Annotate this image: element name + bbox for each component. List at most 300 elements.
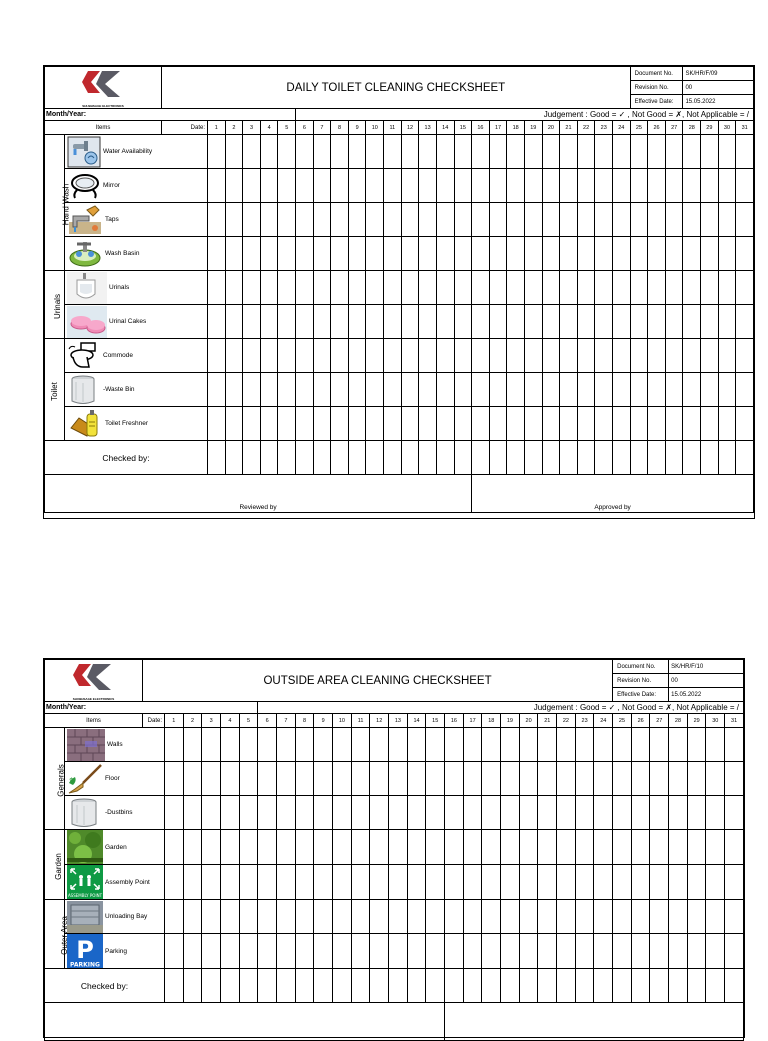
check-cell[interactable]: [351, 865, 370, 900]
check-cell[interactable]: [445, 830, 464, 865]
check-cell[interactable]: [202, 969, 221, 1003]
check-cell[interactable]: [183, 830, 202, 865]
check-cell[interactable]: [630, 271, 648, 305]
check-cell[interactable]: [331, 339, 349, 373]
check-cell[interactable]: [436, 373, 454, 407]
check-cell[interactable]: [507, 407, 525, 441]
check-cell[interactable]: [631, 796, 650, 830]
check-cell[interactable]: [683, 441, 701, 475]
check-cell[interactable]: [183, 969, 202, 1003]
check-cell[interactable]: [472, 237, 490, 271]
check-cell[interactable]: [239, 900, 258, 934]
check-cell[interactable]: [595, 407, 613, 441]
check-cell[interactable]: [260, 407, 278, 441]
check-cell[interactable]: [407, 728, 426, 762]
check-cell[interactable]: [736, 271, 754, 305]
check-cell[interactable]: [701, 169, 719, 203]
check-cell[interactable]: [366, 169, 384, 203]
check-cell[interactable]: [489, 305, 507, 339]
check-cell[interactable]: [370, 796, 389, 830]
check-cell[interactable]: [648, 407, 666, 441]
check-cell[interactable]: [472, 203, 490, 237]
check-cell[interactable]: [243, 135, 261, 169]
check-cell[interactable]: [426, 865, 445, 900]
check-cell[interactable]: [669, 728, 688, 762]
check-cell[interactable]: [575, 865, 594, 900]
check-cell[interactable]: [296, 169, 314, 203]
check-cell[interactable]: [575, 728, 594, 762]
check-cell[interactable]: [489, 441, 507, 475]
check-cell[interactable]: [419, 169, 437, 203]
check-cell[interactable]: [507, 339, 525, 373]
check-cell[interactable]: [613, 441, 631, 475]
check-cell[interactable]: [436, 271, 454, 305]
check-cell[interactable]: [225, 203, 243, 237]
check-cell[interactable]: [519, 762, 538, 796]
check-cell[interactable]: [594, 762, 613, 796]
check-cell[interactable]: [314, 900, 333, 934]
check-cell[interactable]: [482, 762, 501, 796]
check-cell[interactable]: [718, 339, 736, 373]
check-cell[interactable]: [706, 728, 725, 762]
check-cell[interactable]: [260, 203, 278, 237]
check-cell[interactable]: [669, 796, 688, 830]
check-cell[interactable]: [501, 969, 520, 1003]
check-cell[interactable]: [725, 865, 744, 900]
check-cell[interactable]: [489, 237, 507, 271]
check-cell[interactable]: [314, 934, 333, 969]
check-cell[interactable]: [631, 865, 650, 900]
check-cell[interactable]: [631, 934, 650, 969]
check-cell[interactable]: [208, 135, 226, 169]
check-cell[interactable]: [542, 441, 560, 475]
check-cell[interactable]: [258, 830, 277, 865]
check-cell[interactable]: [454, 237, 472, 271]
check-cell[interactable]: [202, 934, 221, 969]
check-cell[interactable]: [419, 271, 437, 305]
check-cell[interactable]: [687, 934, 706, 969]
check-cell[interactable]: [501, 762, 520, 796]
check-cell[interactable]: [419, 407, 437, 441]
check-cell[interactable]: [208, 169, 226, 203]
check-cell[interactable]: [630, 339, 648, 373]
check-cell[interactable]: [366, 237, 384, 271]
check-cell[interactable]: [665, 441, 683, 475]
check-cell[interactable]: [225, 271, 243, 305]
check-cell[interactable]: [333, 969, 352, 1003]
check-cell[interactable]: [165, 934, 184, 969]
check-cell[interactable]: [519, 796, 538, 830]
check-cell[interactable]: [542, 339, 560, 373]
check-cell[interactable]: [665, 169, 683, 203]
check-cell[interactable]: [507, 169, 525, 203]
check-cell[interactable]: [519, 900, 538, 934]
check-cell[interactable]: [650, 865, 669, 900]
check-cell[interactable]: [665, 339, 683, 373]
check-cell[interactable]: [557, 728, 576, 762]
check-cell[interactable]: [426, 969, 445, 1003]
check-cell[interactable]: [706, 934, 725, 969]
check-cell[interactable]: [613, 271, 631, 305]
check-cell[interactable]: [221, 728, 240, 762]
check-cell[interactable]: [538, 796, 557, 830]
check-cell[interactable]: [401, 339, 419, 373]
check-cell[interactable]: [648, 305, 666, 339]
reviewed-by-field[interactable]: [45, 1003, 445, 1041]
check-cell[interactable]: [489, 339, 507, 373]
check-cell[interactable]: [613, 865, 632, 900]
check-cell[interactable]: [542, 203, 560, 237]
check-cell[interactable]: [277, 900, 296, 934]
check-cell[interactable]: [725, 900, 744, 934]
check-cell[interactable]: [560, 407, 578, 441]
check-cell[interactable]: [519, 934, 538, 969]
check-cell[interactable]: [258, 865, 277, 900]
check-cell[interactable]: [277, 796, 296, 830]
check-cell[interactable]: [225, 169, 243, 203]
check-cell[interactable]: [436, 135, 454, 169]
check-cell[interactable]: [313, 169, 331, 203]
check-cell[interactable]: [333, 728, 352, 762]
check-cell[interactable]: [669, 762, 688, 796]
check-cell[interactable]: [407, 865, 426, 900]
check-cell[interactable]: [165, 900, 184, 934]
check-cell[interactable]: [366, 339, 384, 373]
check-cell[interactable]: [296, 237, 314, 271]
check-cell[interactable]: [595, 271, 613, 305]
check-cell[interactable]: [277, 728, 296, 762]
check-cell[interactable]: [542, 407, 560, 441]
check-cell[interactable]: [295, 969, 314, 1003]
check-cell[interactable]: [542, 169, 560, 203]
check-cell[interactable]: [348, 169, 366, 203]
check-cell[interactable]: [701, 441, 719, 475]
check-cell[interactable]: [648, 135, 666, 169]
check-cell[interactable]: [560, 373, 578, 407]
check-cell[interactable]: [594, 969, 613, 1003]
approved-by-field[interactable]: Approved by: [472, 475, 754, 513]
check-cell[interactable]: [538, 934, 557, 969]
check-cell[interactable]: [277, 762, 296, 796]
check-cell[interactable]: [348, 373, 366, 407]
check-cell[interactable]: [665, 203, 683, 237]
check-cell[interactable]: [370, 762, 389, 796]
check-cell[interactable]: [489, 373, 507, 407]
check-cell[interactable]: [348, 407, 366, 441]
check-cell[interactable]: [243, 441, 261, 475]
check-cell[interactable]: [208, 237, 226, 271]
check-cell[interactable]: [706, 762, 725, 796]
check-cell[interactable]: [524, 169, 542, 203]
check-cell[interactable]: [454, 407, 472, 441]
check-cell[interactable]: [370, 900, 389, 934]
check-cell[interactable]: [489, 407, 507, 441]
check-cell[interactable]: [331, 373, 349, 407]
check-cell[interactable]: [454, 169, 472, 203]
check-cell[interactable]: [331, 237, 349, 271]
check-cell[interactable]: [389, 728, 408, 762]
check-cell[interactable]: [348, 271, 366, 305]
check-cell[interactable]: [389, 865, 408, 900]
check-cell[interactable]: [463, 934, 482, 969]
check-cell[interactable]: [225, 339, 243, 373]
check-cell[interactable]: [389, 900, 408, 934]
check-cell[interactable]: [736, 373, 754, 407]
check-cell[interactable]: [524, 373, 542, 407]
check-cell[interactable]: [648, 203, 666, 237]
check-cell[interactable]: [183, 796, 202, 830]
check-cell[interactable]: [384, 169, 402, 203]
check-cell[interactable]: [278, 169, 296, 203]
check-cell[interactable]: [560, 169, 578, 203]
check-cell[interactable]: [630, 237, 648, 271]
check-cell[interactable]: [538, 830, 557, 865]
check-cell[interactable]: [560, 135, 578, 169]
check-cell[interactable]: [333, 900, 352, 934]
check-cell[interactable]: [260, 169, 278, 203]
check-cell[interactable]: [524, 203, 542, 237]
check-cell[interactable]: [560, 339, 578, 373]
check-cell[interactable]: [407, 762, 426, 796]
check-cell[interactable]: [718, 373, 736, 407]
check-cell[interactable]: [208, 441, 226, 475]
check-cell[interactable]: [631, 762, 650, 796]
check-cell[interactable]: [436, 339, 454, 373]
check-cell[interactable]: [650, 900, 669, 934]
check-cell[interactable]: [538, 900, 557, 934]
check-cell[interactable]: [669, 830, 688, 865]
check-cell[interactable]: [507, 373, 525, 407]
check-cell[interactable]: [701, 305, 719, 339]
check-cell[interactable]: [370, 865, 389, 900]
check-cell[interactable]: [701, 203, 719, 237]
check-cell[interactable]: [631, 900, 650, 934]
check-cell[interactable]: [560, 203, 578, 237]
check-cell[interactable]: [295, 762, 314, 796]
check-cell[interactable]: [384, 305, 402, 339]
check-cell[interactable]: [557, 796, 576, 830]
check-cell[interactable]: [202, 762, 221, 796]
check-cell[interactable]: [595, 135, 613, 169]
check-cell[interactable]: [243, 169, 261, 203]
check-cell[interactable]: [613, 373, 631, 407]
check-cell[interactable]: [436, 237, 454, 271]
check-cell[interactable]: [613, 169, 631, 203]
check-cell[interactable]: [560, 441, 578, 475]
check-cell[interactable]: [351, 969, 370, 1003]
check-cell[interactable]: [426, 762, 445, 796]
check-cell[interactable]: [736, 169, 754, 203]
check-cell[interactable]: [557, 762, 576, 796]
check-cell[interactable]: [507, 135, 525, 169]
check-cell[interactable]: [202, 728, 221, 762]
check-cell[interactable]: [445, 865, 464, 900]
check-cell[interactable]: [718, 169, 736, 203]
check-cell[interactable]: [524, 441, 542, 475]
check-cell[interactable]: [221, 830, 240, 865]
check-cell[interactable]: [436, 441, 454, 475]
check-cell[interactable]: [260, 441, 278, 475]
check-cell[interactable]: [519, 969, 538, 1003]
check-cell[interactable]: [725, 796, 744, 830]
check-cell[interactable]: [577, 407, 595, 441]
check-cell[interactable]: [630, 135, 648, 169]
check-cell[interactable]: [436, 203, 454, 237]
check-cell[interactable]: [296, 373, 314, 407]
check-cell[interactable]: [538, 762, 557, 796]
check-cell[interactable]: [648, 169, 666, 203]
check-cell[interactable]: [239, 830, 258, 865]
check-cell[interactable]: [389, 969, 408, 1003]
check-cell[interactable]: [313, 407, 331, 441]
check-cell[interactable]: [225, 373, 243, 407]
check-cell[interactable]: [560, 271, 578, 305]
check-cell[interactable]: [401, 373, 419, 407]
check-cell[interactable]: [736, 203, 754, 237]
check-cell[interactable]: [366, 305, 384, 339]
check-cell[interactable]: [718, 203, 736, 237]
check-cell[interactable]: [454, 203, 472, 237]
check-cell[interactable]: [507, 271, 525, 305]
check-cell[interactable]: [687, 900, 706, 934]
check-cell[interactable]: [542, 237, 560, 271]
check-cell[interactable]: [631, 969, 650, 1003]
check-cell[interactable]: [650, 969, 669, 1003]
check-cell[interactable]: [454, 305, 472, 339]
check-cell[interactable]: [648, 339, 666, 373]
check-cell[interactable]: [650, 830, 669, 865]
check-cell[interactable]: [165, 969, 184, 1003]
check-cell[interactable]: [665, 373, 683, 407]
check-cell[interactable]: [463, 728, 482, 762]
check-cell[interactable]: [725, 728, 744, 762]
check-cell[interactable]: [401, 407, 419, 441]
check-cell[interactable]: [407, 969, 426, 1003]
check-cell[interactable]: [331, 203, 349, 237]
check-cell[interactable]: [725, 969, 744, 1003]
check-cell[interactable]: [296, 441, 314, 475]
check-cell[interactable]: [482, 865, 501, 900]
check-cell[interactable]: [687, 969, 706, 1003]
check-cell[interactable]: [407, 796, 426, 830]
check-cell[interactable]: [348, 135, 366, 169]
check-cell[interactable]: [575, 830, 594, 865]
check-cell[interactable]: [701, 373, 719, 407]
check-cell[interactable]: [314, 796, 333, 830]
check-cell[interactable]: [501, 900, 520, 934]
check-cell[interactable]: [538, 728, 557, 762]
check-cell[interactable]: [295, 900, 314, 934]
check-cell[interactable]: [575, 969, 594, 1003]
check-cell[interactable]: [463, 900, 482, 934]
check-cell[interactable]: [401, 203, 419, 237]
check-cell[interactable]: [650, 728, 669, 762]
check-cell[interactable]: [296, 407, 314, 441]
check-cell[interactable]: [389, 934, 408, 969]
check-cell[interactable]: [701, 271, 719, 305]
check-cell[interactable]: [258, 969, 277, 1003]
check-cell[interactable]: [426, 728, 445, 762]
check-cell[interactable]: [650, 762, 669, 796]
check-cell[interactable]: [351, 762, 370, 796]
check-cell[interactable]: [472, 373, 490, 407]
check-cell[interactable]: [401, 135, 419, 169]
check-cell[interactable]: [501, 728, 520, 762]
check-cell[interactable]: [577, 203, 595, 237]
check-cell[interactable]: [445, 728, 464, 762]
check-cell[interactable]: [701, 237, 719, 271]
check-cell[interactable]: [524, 135, 542, 169]
check-cell[interactable]: [472, 305, 490, 339]
check-cell[interactable]: [313, 271, 331, 305]
check-cell[interactable]: [225, 441, 243, 475]
check-cell[interactable]: [239, 934, 258, 969]
check-cell[interactable]: [575, 796, 594, 830]
check-cell[interactable]: [348, 305, 366, 339]
check-cell[interactable]: [165, 865, 184, 900]
check-cell[interactable]: [208, 339, 226, 373]
check-cell[interactable]: [296, 305, 314, 339]
check-cell[interactable]: [258, 762, 277, 796]
check-cell[interactable]: [258, 900, 277, 934]
check-cell[interactable]: [501, 865, 520, 900]
check-cell[interactable]: [683, 135, 701, 169]
check-cell[interactable]: [225, 407, 243, 441]
check-cell[interactable]: [258, 796, 277, 830]
check-cell[interactable]: [718, 271, 736, 305]
check-cell[interactable]: [613, 900, 632, 934]
check-cell[interactable]: [384, 441, 402, 475]
check-cell[interactable]: [277, 934, 296, 969]
check-cell[interactable]: [426, 830, 445, 865]
check-cell[interactable]: [278, 135, 296, 169]
check-cell[interactable]: [736, 305, 754, 339]
check-cell[interactable]: [630, 373, 648, 407]
check-cell[interactable]: [208, 407, 226, 441]
check-cell[interactable]: [683, 305, 701, 339]
check-cell[interactable]: [648, 237, 666, 271]
check-cell[interactable]: [736, 441, 754, 475]
check-cell[interactable]: [243, 373, 261, 407]
check-cell[interactable]: [419, 203, 437, 237]
check-cell[interactable]: [472, 271, 490, 305]
check-cell[interactable]: [202, 796, 221, 830]
check-cell[interactable]: [333, 865, 352, 900]
check-cell[interactable]: [557, 830, 576, 865]
check-cell[interactable]: [313, 339, 331, 373]
check-cell[interactable]: [183, 762, 202, 796]
check-cell[interactable]: [501, 934, 520, 969]
check-cell[interactable]: [613, 339, 631, 373]
check-cell[interactable]: [278, 305, 296, 339]
check-cell[interactable]: [348, 237, 366, 271]
check-cell[interactable]: [524, 305, 542, 339]
check-cell[interactable]: [313, 441, 331, 475]
check-cell[interactable]: [524, 237, 542, 271]
check-cell[interactable]: [348, 203, 366, 237]
check-cell[interactable]: [165, 796, 184, 830]
check-cell[interactable]: [725, 762, 744, 796]
check-cell[interactable]: [366, 407, 384, 441]
check-cell[interactable]: [401, 271, 419, 305]
check-cell[interactable]: [630, 441, 648, 475]
check-cell[interactable]: [221, 865, 240, 900]
check-cell[interactable]: [239, 969, 258, 1003]
check-cell[interactable]: [183, 900, 202, 934]
check-cell[interactable]: [683, 237, 701, 271]
check-cell[interactable]: [366, 441, 384, 475]
check-cell[interactable]: [243, 271, 261, 305]
